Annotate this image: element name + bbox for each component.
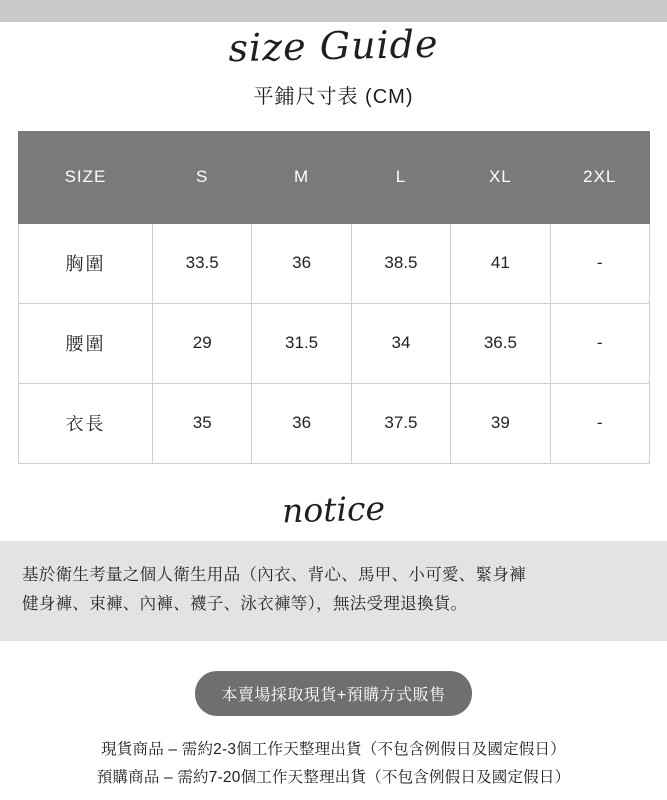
table-row: [19, 223, 650, 303]
shipping-notes: [0, 736, 667, 793]
cell-length-s: 35: [153, 383, 252, 463]
table-row: [19, 383, 650, 463]
cell-bust-s: 33.5: [153, 223, 252, 303]
cell-waist-m: 31.5: [252, 303, 351, 383]
cell-bust-2xl: -: [550, 223, 649, 303]
row-label-bust: 胸圍: [19, 223, 153, 303]
cell-waist-xl: 36.5: [451, 303, 550, 383]
cell-length-l: 37.5: [351, 383, 450, 463]
notice-line-2: 健身褲、束褲、內褲、襪子、泳衣褲等），無法受理退換貨。: [22, 594, 468, 613]
cell-waist-s: 29: [153, 303, 252, 383]
sales-mode-badge: 本賣場採取現貨+預購方式販售: [195, 671, 471, 716]
size-table-wrapper: [18, 131, 649, 464]
cell-length-xl: 39: [451, 383, 550, 463]
column-header-s: S: [153, 131, 252, 223]
cell-waist-2xl: -: [550, 303, 649, 383]
row-label-waist: 腰圍: [19, 303, 153, 383]
size-table: [18, 131, 650, 464]
shipping-note-in-stock: 現貨商品 – 需約2-3個工作天整理出貨（不包含例假日及國定假日）: [101, 740, 566, 758]
column-header-size: SIZE: [19, 131, 153, 223]
column-header-2xl: 2XL: [550, 131, 649, 223]
table-header-row: [19, 131, 650, 223]
shipping-note-preorder: 預購商品 – 需約7-20個工作天整理出貨（不包含例假日及國定假日）: [96, 769, 571, 787]
row-label-length: 衣長: [19, 383, 153, 463]
cell-length-2xl: -: [550, 383, 649, 463]
cell-bust-m: 36: [252, 223, 351, 303]
column-header-m: M: [252, 131, 351, 223]
notice-line-1: 基於衛生考量之個人衛生用品（內衣、背心、馬甲、小可愛、緊身褲: [22, 565, 526, 584]
table-row: [19, 303, 650, 383]
cell-bust-xl: 41: [451, 223, 550, 303]
page-subtitle: 平鋪尺寸表 (CM): [253, 85, 414, 108]
sales-mode-wrapper: [0, 671, 667, 716]
notice-title: notice: [281, 488, 386, 531]
cell-waist-l: 34: [351, 303, 450, 383]
column-header-xl: XL: [451, 131, 550, 223]
notice-band: [0, 541, 667, 641]
cell-bust-l: 38.5: [351, 223, 450, 303]
cell-length-m: 36: [252, 383, 351, 463]
page-title: size Guide: [228, 21, 439, 71]
column-header-l: L: [351, 131, 450, 223]
